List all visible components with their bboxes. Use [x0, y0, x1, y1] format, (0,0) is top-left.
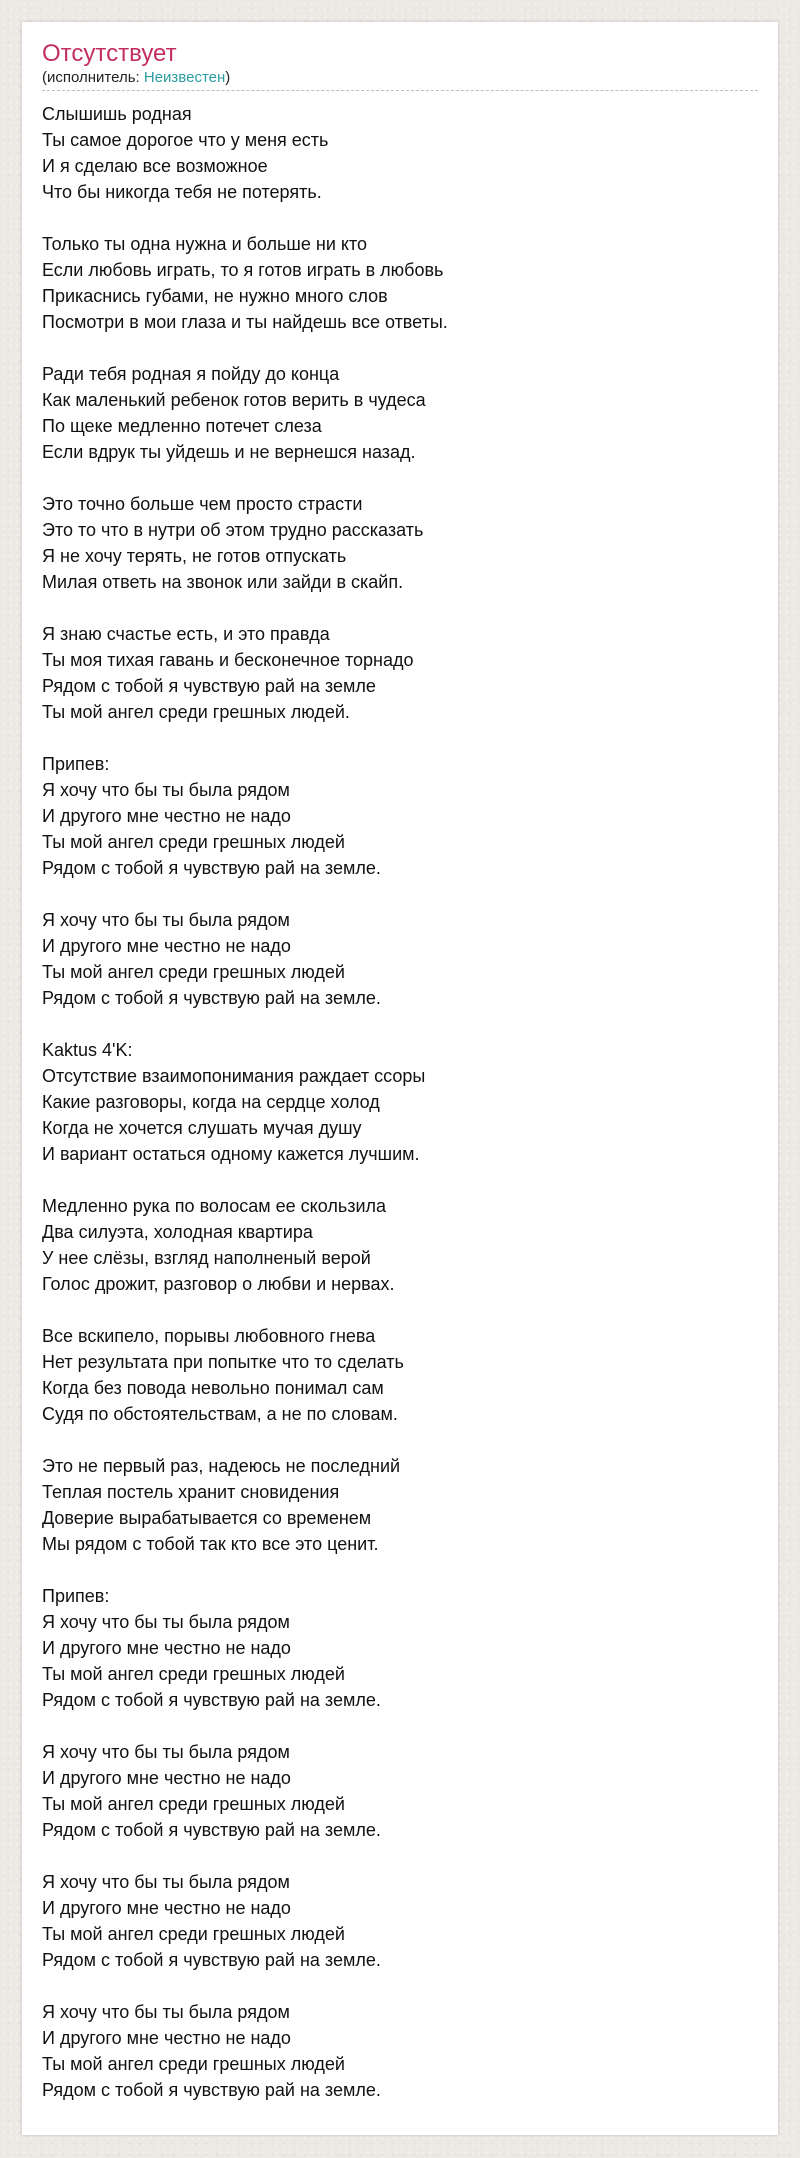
- lyric-line: Я хочу что бы ты была рядом: [42, 910, 290, 930]
- lyric-line: Голос дрожит, разговор о любви и нервах.: [42, 1274, 395, 1294]
- lyric-line: Ты самое дорогое что у меня есть: [42, 130, 329, 150]
- lyric-line: Я знаю счастье есть, и это правда: [42, 624, 330, 644]
- lyric-line: У нее слёзы, взгляд наполненый верой: [42, 1248, 371, 1268]
- lyric-line: И вариант остаться одному кажется лучшим.: [42, 1144, 420, 1164]
- stanza-gap: [42, 205, 758, 231]
- stanza-gap: [42, 1427, 758, 1453]
- stanza-gap: [42, 1713, 758, 1739]
- lyric-line: И другого мне честно не надо: [42, 806, 291, 826]
- lyric-line: Посмотри в мои глаза и ты найдешь все ответы.: [42, 312, 448, 332]
- lyric-line: Отсутствие взаимопонимания раждает ссоры: [42, 1066, 426, 1086]
- lyric-line: Я хочу что бы ты была рядом: [42, 1742, 290, 1762]
- lyric-line: Прикаснись губами, не нужно много слов: [42, 286, 388, 306]
- lyric-line: Ты мой ангел среди грешных людей: [42, 1794, 345, 1814]
- lyric-line: Два силуэта, холодная квартира: [42, 1222, 313, 1242]
- lyric-line: И другого мне честно не надо: [42, 936, 291, 956]
- lyric-line: Припев:: [42, 1586, 110, 1606]
- lyric-line: Рядом с тобой я чувствую рай на земле.: [42, 1950, 381, 1970]
- lyric-line: Если вдрук ты уйдешь и не вернешся назад.: [42, 442, 416, 462]
- lyric-line: И другого мне честно не надо: [42, 2028, 291, 2048]
- stanza-gap: [42, 1011, 758, 1037]
- artist-line: [42, 69, 758, 91]
- lyric-line: Нет результата при попытке что то сделать: [42, 1352, 404, 1372]
- lyric-line: Kaktus 4'K:: [42, 1040, 133, 1060]
- lyric-line: Это не первый раз, надеюсь не последний: [42, 1456, 401, 1476]
- lyric-line: Судя по обстоятельствам, а не по словам.: [42, 1404, 398, 1424]
- stanza-gap: [42, 725, 758, 751]
- stanza-gap: [42, 1973, 758, 1999]
- lyric-line: Рядом с тобой я чувствую рай на земле.: [42, 2080, 381, 2100]
- lyric-line: Когда не хочется слушать мучая душу: [42, 1118, 362, 1138]
- lyric-line: Если любовь играть, то я готов играть в любовь: [42, 260, 444, 280]
- lyric-line: Я не хочу терять, не готов отпускать: [42, 546, 347, 566]
- lyric-line: Рядом с тобой я чувствую рай на земле.: [42, 1690, 381, 1710]
- stanza-gap: [42, 1297, 758, 1323]
- lyric-line: И другого мне честно не надо: [42, 1898, 291, 1918]
- lyric-line: Припев:: [42, 754, 110, 774]
- lyric-line: Я хочу что бы ты была рядом: [42, 1872, 290, 1892]
- lyric-line: Рядом с тобой я чувствую рай на земле.: [42, 988, 381, 1008]
- lyric-line: И другого мне честно не надо: [42, 1768, 291, 1788]
- lyric-line: Все вскипело, порывы любовного гнева: [42, 1326, 376, 1346]
- lyric-line: Как маленький ребенок готов верить в чудеса: [42, 390, 426, 410]
- lyric-line: Медленно рука по волосам ее скользила: [42, 1196, 387, 1216]
- stanza-gap: [42, 595, 758, 621]
- artist-suffix: ): [225, 69, 231, 86]
- lyric-line: Это то что в нутри об этом трудно рассказать: [42, 520, 424, 540]
- lyric-line: Что бы никогда тебя не потерять.: [42, 182, 322, 202]
- lyric-line: Мы рядом с тобой так кто все это ценит.: [42, 1534, 379, 1554]
- lyric-line: По щеке медленно потечет слеза: [42, 416, 322, 436]
- lyric-line: Рядом с тобой я чувствую рай на земле.: [42, 1820, 381, 1840]
- lyric-line: Ты моя тихая гавань и бесконечное торнадо: [42, 650, 414, 670]
- lyric-line: Теплая постель хранит сновидения: [42, 1482, 340, 1502]
- lyric-line: Я хочу что бы ты была рядом: [42, 780, 290, 800]
- lyric-line: Ты мой ангел среди грешных людей: [42, 2054, 345, 2074]
- artist-link[interactable]: Неизвестен: [143, 69, 226, 86]
- lyric-line: Рядом с тобой я чувствую рай на земле.: [42, 858, 381, 878]
- lyric-line: Я хочу что бы ты была рядом: [42, 1612, 290, 1632]
- lyric-line: Доверие вырабатывается со временем: [42, 1508, 372, 1528]
- lyric-line: И другого мне честно не надо: [42, 1638, 291, 1658]
- lyric-line: Ты мой ангел среди грешных людей: [42, 1924, 345, 1944]
- lyric-line: Ты мой ангел среди грешных людей: [42, 832, 345, 852]
- stanza-gap: [42, 335, 758, 361]
- stanza-gap: [42, 881, 758, 907]
- lyric-line: Ты мой ангел среди грешных людей.: [42, 702, 350, 722]
- lyric-line: Это точно больше чем просто страсти: [42, 494, 363, 514]
- lyric-line: Ты мой ангел среди грешных людей: [42, 1664, 345, 1684]
- stanza-gap: [42, 465, 758, 491]
- artist-prefix: (исполнитель:: [42, 69, 144, 86]
- stanza-gap: [42, 1843, 758, 1869]
- stanza-gap: [42, 1167, 758, 1193]
- lyric-line: Слышишь родная: [42, 104, 192, 124]
- lyric-line: Какие разговоры, когда на сердце холод: [42, 1092, 380, 1112]
- lyric-line: Рядом с тобой я чувствую рай на земле: [42, 676, 376, 696]
- lyric-line: Я хочу что бы ты была рядом: [42, 2002, 290, 2022]
- lyrics-card: [22, 22, 778, 2135]
- lyric-line: Милая ответь на звонок или зайди в скайп.: [42, 572, 404, 592]
- stanza-gap: [42, 1557, 758, 1583]
- lyrics-text: [42, 101, 758, 2103]
- lyric-line: Ты мой ангел среди грешных людей: [42, 962, 345, 982]
- lyric-line: И я сделаю все возможное: [42, 156, 268, 176]
- lyric-line: Ради тебя родная я пойду до конца: [42, 364, 340, 384]
- lyric-line: Только ты одна нужна и больше ни кто: [42, 234, 368, 254]
- lyric-line: Когда без повода невольно понимал сам: [42, 1378, 384, 1398]
- song-title: Отсутствует: [42, 40, 177, 67]
